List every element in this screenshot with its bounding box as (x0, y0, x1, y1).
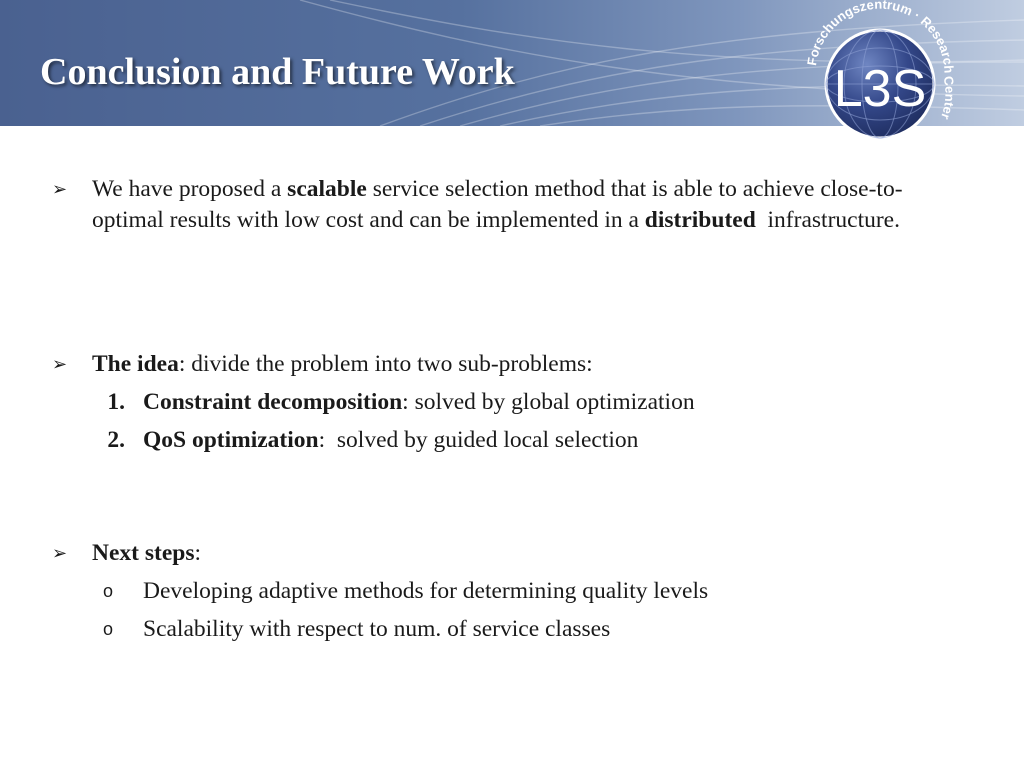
l3s-globe-logo (800, 0, 960, 160)
arrow-bullet-icon: ➢ (52, 179, 68, 200)
logo-ring-text: Forschungszentrum · Research Center (804, 0, 958, 122)
bullet-text: Next steps: (92, 540, 201, 566)
logo-letters: L3S (833, 60, 927, 118)
slide-title: Conclusion and Future Work (40, 51, 515, 93)
arrow-bullet-icon: ➢ (52, 354, 68, 375)
circle-bullet-icon: o (103, 619, 114, 639)
circle-bullet-icon: o (103, 581, 114, 601)
bullet-text: We have proposed a scalable service selection method that is able to achieve close-to-optimal results with low cost and can be implemented in a distributed infrastructure. (92, 176, 903, 233)
arrow-bullet-icon: ➢ (52, 543, 68, 564)
bullet-text: The idea: divide the problem into two sub-problems: (92, 351, 593, 377)
